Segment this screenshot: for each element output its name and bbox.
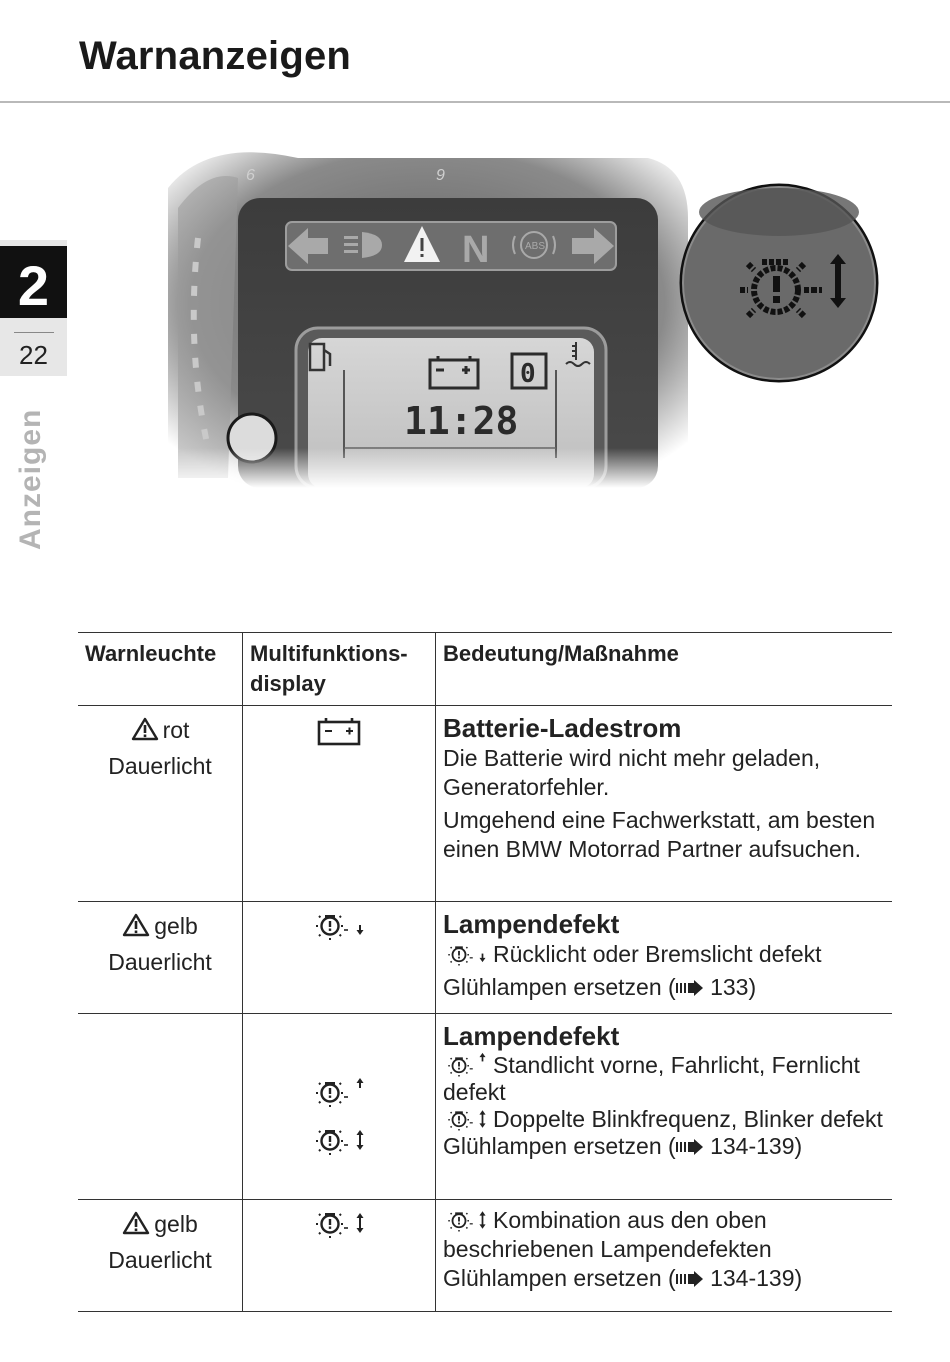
meaning-line xyxy=(443,1106,885,1133)
lamp-defect-arrow-updown-icon xyxy=(443,1106,489,1132)
lamp-defect-arrow-updown-icon xyxy=(443,1207,489,1233)
meaning-line: Die Batterie wird nicht mehr geladen, Generatorfehler. xyxy=(443,745,821,800)
page-title: Warnanzeigen xyxy=(79,34,352,78)
warning-triangle-icon xyxy=(131,717,159,741)
warning-lamp-cell xyxy=(78,706,243,902)
table-row xyxy=(78,1014,892,1200)
scale-mark-6: 6 xyxy=(246,167,255,184)
lamp-defect-arrow-down-icon xyxy=(310,908,368,942)
meaning-cell xyxy=(436,706,893,902)
clock-display: 11:28 xyxy=(404,399,519,443)
meaning-text: Rücklicht oder Bremslicht defekt xyxy=(493,941,822,967)
instrument-cluster-illustration xyxy=(168,148,708,488)
meaning-text: Standlicht vorne, Fahrlicht, Fernlicht defekt xyxy=(443,1052,860,1105)
lamp-defect-arrow-down-icon xyxy=(443,941,489,967)
page-reference-arrow-icon xyxy=(676,1139,704,1155)
page-number: 22 xyxy=(19,340,48,370)
chapter-number: 2 xyxy=(0,246,67,318)
meaning-line xyxy=(443,1264,885,1293)
title-rule xyxy=(0,101,950,103)
table-header-row xyxy=(78,633,892,706)
header-multifunktionsdisplay xyxy=(243,633,436,706)
meaning-line xyxy=(443,1206,885,1264)
warning-lamp-cell xyxy=(78,1200,243,1312)
lamp-color: rot xyxy=(162,717,190,743)
meaning-title: Batterie-Ladestrom xyxy=(443,713,682,743)
indicator-strip xyxy=(286,222,616,270)
meaning-cell xyxy=(436,902,893,1014)
scale-mark-9: 9 xyxy=(436,167,445,184)
meaning-line: Umgehend eine Fachwerkstatt, am besten einen BMW Motorrad Partner aufsuchen. xyxy=(443,807,876,862)
chapter-side-label: Anzeigen xyxy=(14,408,47,550)
lamp-defect-arrow-up-icon xyxy=(443,1052,489,1078)
neutral-indicator: N xyxy=(462,229,490,271)
zoomed-lamp-defect-icon xyxy=(678,182,880,384)
replace-text: Glühlampen ersetzen ( xyxy=(443,1265,676,1291)
meaning-text: Kombination aus den oben beschriebenen Lampendefekten xyxy=(443,1207,772,1262)
page-reference-arrow-icon xyxy=(676,1271,704,1287)
lamp-color: gelb xyxy=(154,1211,198,1237)
header-bedeutung: Bedeutung/Maßnahme xyxy=(436,633,893,706)
display-icon-cell xyxy=(243,1014,436,1200)
replace-text: Glühlampen ersetzen ( xyxy=(443,1133,676,1159)
lamp-mode: Dauerlicht xyxy=(108,753,212,779)
display-icon-stack xyxy=(250,1075,428,1157)
lamp-defect-arrow-up-icon xyxy=(310,1075,368,1109)
warning-triangle-icon xyxy=(122,1211,150,1235)
header-multifunktions-line2: display xyxy=(250,671,326,696)
meaning-line xyxy=(443,1052,885,1106)
page-reference: 133) xyxy=(710,974,757,1000)
chapter-tab xyxy=(0,240,67,376)
table-row xyxy=(78,1200,892,1312)
meaning-cell xyxy=(436,1014,893,1200)
page-reference: 134-139) xyxy=(710,1133,803,1159)
chapter-divider xyxy=(14,332,54,333)
meaning-cell xyxy=(436,1200,893,1312)
warning-lamp-cell xyxy=(78,1014,243,1200)
warning-triangle-icon xyxy=(122,913,150,937)
table-row xyxy=(78,902,892,1014)
table-row xyxy=(78,706,892,902)
page-reference-arrow-icon xyxy=(676,980,704,996)
lamp-mode: Dauerlicht xyxy=(108,1247,212,1273)
meaning-text: Doppelte Blinkfrequenz, Blinker defekt xyxy=(493,1106,883,1132)
header-multifunktions-line1: Multifunktions- xyxy=(250,641,408,666)
lamp-defect-arrow-updown-icon xyxy=(310,1206,368,1240)
replace-text: Glühlampen ersetzen ( xyxy=(443,974,676,1000)
battery-icon xyxy=(317,716,361,746)
warning-table xyxy=(78,632,892,1312)
lamp-mode: Dauerlicht xyxy=(108,949,212,975)
meaning-title: Lampendefekt xyxy=(443,909,620,939)
svg-text:ABS: ABS xyxy=(525,241,546,252)
lamp-color: gelb xyxy=(154,913,198,939)
lamp-defect-arrow-updown-icon xyxy=(310,1123,368,1157)
meaning-line xyxy=(443,940,885,969)
display-icon-cell xyxy=(243,1200,436,1312)
meaning-line xyxy=(443,1133,885,1160)
display-icon-cell xyxy=(243,706,436,902)
meaning-title: Lampendefekt xyxy=(443,1021,620,1051)
header-warnleuchte: Warnleuchte xyxy=(78,633,243,706)
meaning-line xyxy=(443,973,885,1002)
warning-lamp-cell xyxy=(78,902,243,1014)
display-icon-cell xyxy=(243,902,436,1014)
page-reference: 134-139) xyxy=(710,1265,803,1291)
gear-display: 0 xyxy=(520,359,536,389)
